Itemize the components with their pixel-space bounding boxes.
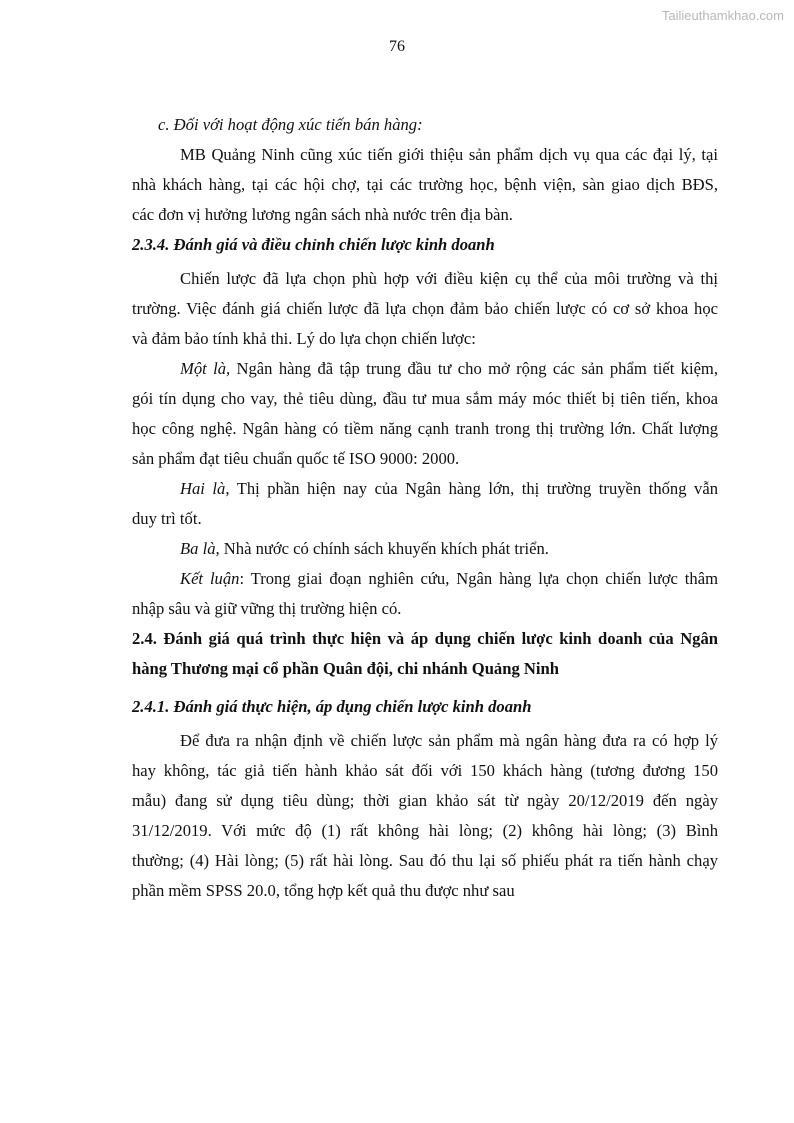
section-241-line-1: Để đưa ra nhận định về chiến lược sản phẩm mà ngân hàng đưa ra có hợp lý	[180, 731, 718, 750]
reason-2-text: , Thị phần hiện nay của Ngân hàng lớn, thị trường truyền thống vẫn	[225, 479, 718, 498]
reason-1-text: Ngân hàng đã tập trung đầu tư cho mở rộng các sản phẩm tiết kiệm,	[230, 359, 718, 378]
section-24-heading-line-2: hàng Thương mại cổ phần Quân đội, chi nhánh Quảng Ninh	[132, 659, 559, 678]
section-241-line-4: 31/12/2019. Với mức độ (1) rất không hài lòng; (2) không hài lòng; (3) Bình	[132, 821, 718, 840]
reason-1-first-line	[132, 354, 718, 384]
reason-3-lead: Ba là,	[180, 539, 220, 558]
section-241-line-5: thường; (4) Hài lòng; (5) rất hài lòng. Sau đó thu lại số phiếu phát ra tiến hành chạy	[132, 851, 718, 870]
section-234-intro-3: và đảm bảo tính khả thi. Lý do lựa chọn chiến lược:	[132, 329, 476, 348]
section-241-line-3: mẫu) đang sử dụng tiêu dùng; thời gian khảo sát từ ngày 20/12/2019 đến ngày	[132, 791, 718, 810]
conclusion-lead: Kết luận	[180, 569, 240, 588]
section-24-heading-line-1: 2.4. Đánh giá quá trình thực hiện và áp dụng chiến lược kinh doanh của Ngân	[132, 629, 718, 648]
section-c-line-3: các đơn vị hưởng lương ngân sách nhà nước trên địa bàn.	[132, 205, 513, 224]
section-c-heading: c. Đối với hoạt động xúc tiến bán hàng:	[158, 115, 423, 134]
reason-3-line	[132, 534, 718, 564]
reason-2-first-line	[132, 474, 718, 504]
section-234-intro-1: Chiến lược đã lựa chọn phù hợp với điều kiện cụ thể của môi trường và thị	[180, 269, 718, 288]
reason-1-line-3: học công nghệ. Ngân hàng có tiềm năng cạnh tranh trong thị trường lớn. Chất lượng	[132, 419, 718, 438]
reason-1-line-4: sản phẩm đạt tiêu chuẩn quốc tế ISO 9000: 2000.	[132, 449, 460, 468]
document-body	[132, 110, 718, 906]
section-241-line-6: phần mềm SPSS 20.0, tổng hợp kết quả thu được như sau	[132, 881, 515, 900]
conclusion-first-line	[132, 564, 718, 594]
section-c-line-1: MB Quảng Ninh cũng xúc tiến giới thiệu sản phẩm dịch vụ qua các đại lý, tại	[180, 145, 718, 164]
page-number: 76	[389, 38, 405, 55]
reason-2-line-2: duy trì tốt.	[132, 509, 202, 528]
reason-3-text: Nhà nước có chính sách khuyến khích phát triển.	[219, 539, 549, 558]
reason-2-lead: Hai là	[180, 479, 226, 498]
section-241-line-2: hay không, tác giả tiến hành khảo sát đối với 150 khách hàng (tương đương 150	[132, 761, 718, 780]
conclusion-text: : Trong giai đoạn nghiên cứu, Ngân hàng lựa chọn chiến lược thâm	[239, 569, 718, 588]
reason-1-line-2: gói tín dụng cho vay, thẻ tiêu dùng, đầu tư mua sắm máy móc thiết bị tiên tiến, khoa	[132, 389, 718, 408]
reason-1-lead: Một là,	[180, 359, 231, 378]
watermark: Tailieuthamkhao.com	[661, 8, 784, 23]
section-234-heading: 2.3.4. Đánh giá và điều chỉnh chiến lược kinh doanh	[132, 235, 495, 254]
conclusion-line-2: nhập sâu và giữ vững thị trường hiện có.	[132, 599, 402, 618]
section-c-line-2: nhà khách hàng, tại các hội chợ, tại các trường học, bệnh viện, sàn giao dịch BĐS,	[132, 175, 718, 194]
section-234-intro-2: trường. Việc đánh giá chiến lược đã lựa chọn đảm bảo chiến lược có cơ sở khoa học	[132, 299, 718, 318]
section-241-heading: 2.4.1. Đánh giá thực hiện, áp dụng chiến lược kinh doanh	[132, 697, 532, 716]
